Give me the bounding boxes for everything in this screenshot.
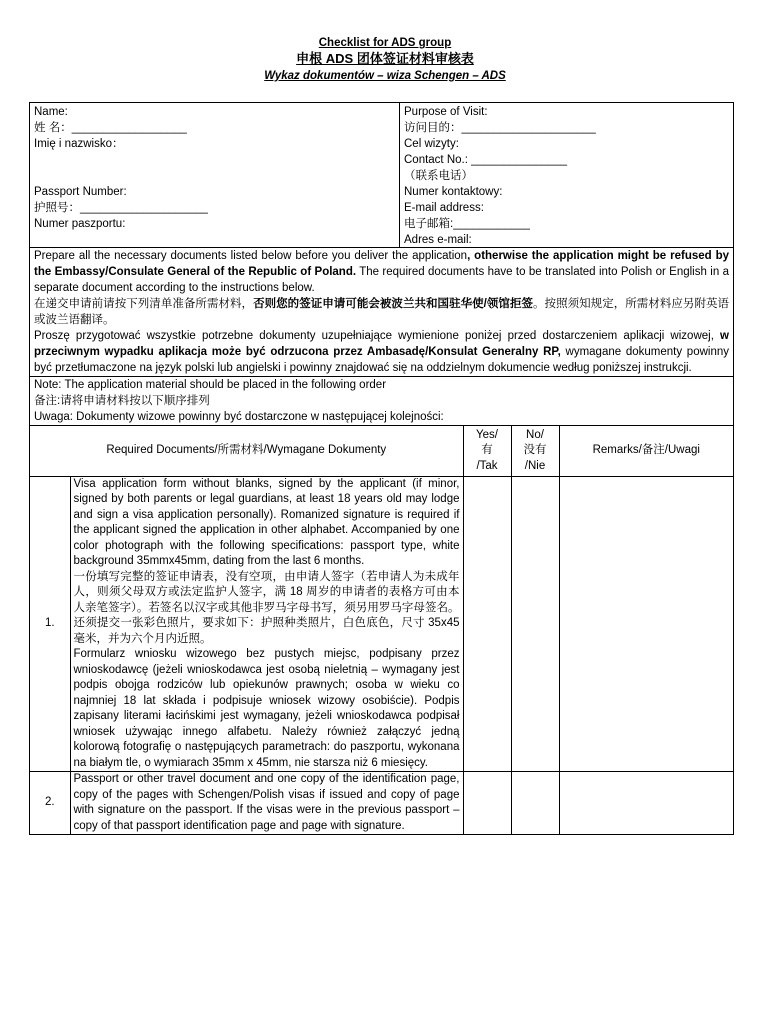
passport-label-pl: Numer paszportu: [34,218,126,230]
contact-label-pl: Numer kontaktowy: [404,186,503,198]
row-description-cn: 一份填写完整的签证申请表，没有空项，由申请人签字（若申请人为未成年人，则须父母双方或法定监护人签字，满 18 周岁的申请者的表格方可由本人亲笔签字）。若签名以汉字或其他非罗马字母书写，须另用罗马字母签名。还须提交一张彩色照片，要求如下：护照种类照片，白色底色，尺寸 35x45 毫米，并为六个月内近照。 [73,570,460,645]
prepare-en-text: Prepare all the necessary documents listed below before you deliver the application [34,250,468,262]
prepare-instructions [30,248,733,377]
no-checkbox-cell[interactable] [511,476,559,772]
table-row [30,476,733,772]
email-label-pl: Adres e-mail: [404,234,472,246]
email-label-en: E-mail address: [404,202,484,214]
yes-checkbox-cell[interactable] [463,476,511,772]
title-block [0,36,770,84]
purpose-field-cn[interactable]: 访问目的：_____________________ [404,122,596,134]
prepare-cn-text-2: 。按照须知规定，所需材料应另附英语或波兰语翻译。 [34,298,730,326]
remarks-cell[interactable] [559,772,733,835]
table-header-row [30,426,733,476]
applicant-info-left [30,103,400,247]
note-pl: Uwaga: Dokumenty wizowe powinny być dostarczone w następującej kolejności: [34,411,444,423]
name-label-en: Name: [34,106,68,118]
prepare-cn-warning: 否则您的签证申请可能会被波兰共和国驻华使/领馆拒签 [253,298,534,310]
table-row [30,772,733,835]
order-note [30,377,733,426]
row-description-pl: Formularz wniosku wizowego bez pustych miejsc, podpisany przez wnioskodawcę (jeżeli wnioskodawca jest osobą nieletnią – wymagany jest podpis obojga rodziców lub opiekunów prawnych; osoba w wieku co najmniej 18 lat składa i podpisuje wniosek wizowy osobiście). Podpis zapisany literami łacińskimi jest wymagany, jeżeli wnioskodawca podpisał wniosek używając innego alfabetu. Należy również załączyć jedną kolorową fotografię o następujących parametrach: do paszportu, wykonana na białym tle, o wymiarach 35mm x 45mm, nie starsza niż 6 miesięcy. [73,648,460,769]
remarks-cell[interactable] [559,476,733,772]
row-description-en: Visa application form without blanks, signed by the applicant (if minor, signed by both parents or legal guardians, at least 18 years old may lodge and sign a visa application personally). Romanized signature is required if the applicant signed the application in other alphabet. Accompanied by one color photograph with the following specifications: passport type, white background 35mmx45mm, dating from the last 6 months. [73,477,460,567]
contact-label-cn: （联系电话） [404,170,473,182]
email-field-cn[interactable]: 电子邮箱:____________ [404,218,530,230]
yes-checkbox-cell[interactable] [463,772,511,835]
applicant-info-right [400,103,733,247]
row-description-en: Passport or other travel document and one copy of the identification page, copy of the pages with Schengen/Polish visas if issued and copy of page with signature on the passport. If the visas were in the previous passport – copy of that passport identification page and page with signature. [73,773,460,832]
passport-label-en: Passport Number: [34,186,127,198]
applicant-info [30,103,733,248]
row-description [70,476,463,772]
prepare-cn [34,296,729,328]
header-yes-cn: 有 [481,444,493,456]
header-no-en: No/ [526,428,544,441]
prepare-pl-warning: w przeciwnym wypadku aplikacja może być odrzucona przez Ambasadę/Konsulat Generalny RP, [34,330,729,358]
name-field-cn[interactable]: 姓 名：__________________ [34,122,187,134]
no-checkbox-cell[interactable] [511,772,559,835]
row-number: 2. [30,772,70,835]
header-no-pl: /Nie [524,459,546,472]
documents-table [30,426,733,834]
purpose-label-en: Purpose of Visit: [404,106,488,118]
note-en: Note: The application material should be placed in the following order [34,379,387,391]
note-cn: 备注:请将申请材料按以下顺序排列 [34,395,210,407]
prepare-pl [34,328,729,376]
passport-field-cn[interactable]: 护照号：____________________ [34,202,208,214]
header-yes-en: Yes/ [476,428,498,441]
prepare-pl-text: Proszę przygotować wszystkie potrzebne dokumenty uzupełniające wymienione poniżej przed dostarczeniem aplikacji wizowej, [34,330,721,342]
title-polish: Wykaz dokumentów – wiza Schengen – ADS [264,70,506,82]
checklist-frame [29,102,734,835]
header-no [511,426,559,476]
header-required-documents: Required Documents/所需材料/Wymagane Dokumenty [30,426,463,476]
prepare-pl-text-2: wymagane dokumenty powinny być przetłumaczone na język polski lub angielski i powinny znajdować się na oddzielnym dokumencie według poniższej instrukcji. [34,346,729,374]
row-description [70,772,463,835]
header-no-cn: 没有 [523,444,547,456]
header-yes [463,426,511,476]
prepare-en-text-2: The required documents have to be translated into Polish or English in a separate document according to the instructions below. [34,266,729,294]
title-chinese: 申根 ADS 团体签证材料审核表 [296,51,474,66]
prepare-cn-text: 在递交申请前请按下列清单准备所需材料， [34,298,254,310]
purpose-label-pl: Cel wizyty: [404,138,459,150]
header-yes-pl: /Tak [476,459,498,472]
contact-field-en[interactable]: Contact No.: _______________ [404,154,568,166]
name-label-pl: Imię i nazwisko： [34,138,124,150]
prepare-en [34,248,729,296]
title-english: Checklist for ADS group [318,37,452,49]
row-number: 1. [30,476,70,772]
prepare-en-warning: , otherwise the application might be refused by the Embassy/Consulate General of the Republic of Poland. [34,250,729,278]
header-remarks: Remarks/备注/Uwagi [559,426,733,476]
